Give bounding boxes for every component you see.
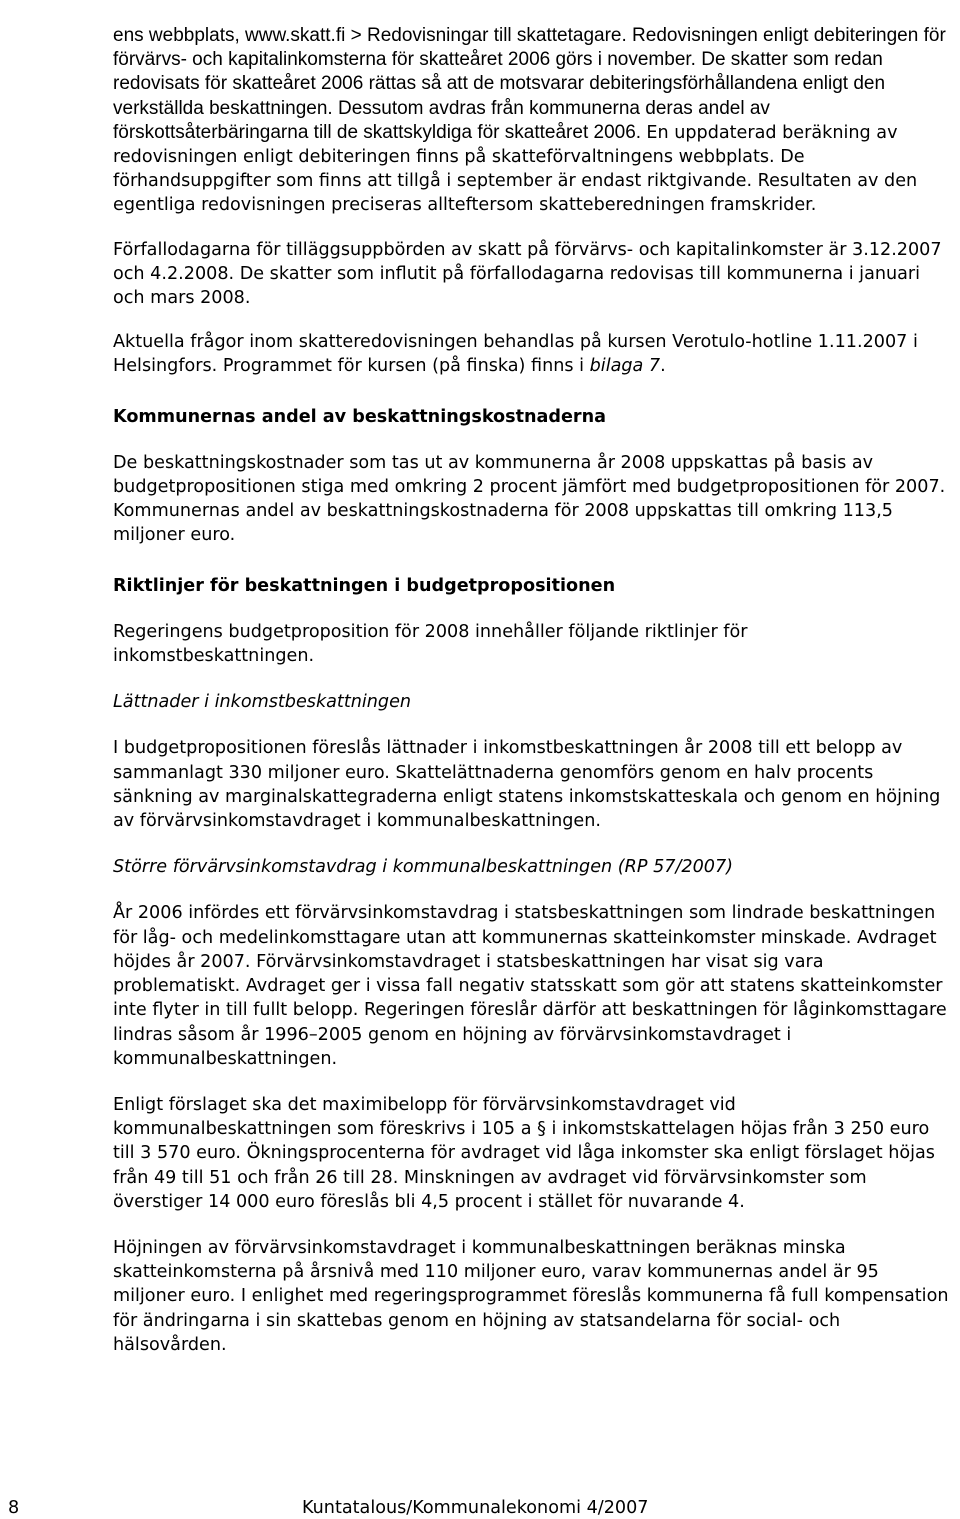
paragraph-redovisning-intro-b: En uppdaterad beräkning av redovisningen enligt debiteringen finns på skatteförvaltningens webbplats. De förhandsuppgifter som finns att tillgå i september är endast riktgivande. Resultaten av den egentliga redovisningen preciseras allteftersom skatteberedningen framskrider. <box>113 122 918 216</box>
paragraph-forvarvsinkomstavdrag-history: År 2006 infördes ett förvärvsinkomstavdrag i statsbeskattningen som lindrade beskattningen för låg- och medelinkomsttagare utan att kommunernas skatteinkomster minskade. Avdraget höjdes år 2007. Förvärvsinkomstavdraget i statsbeskattningen har visat sig vara problematiskt. Avdraget ger i vissa fall negativ statsskatt som gör att statens skatteinkomster inte flyter in till fullt belopp. Regeringen föreslår därför att beskattningen för låginkomsttagare lindras såsom år 1996–2005 genom en höjning av förvärvsinkomstavdraget i kommunalbeskattningen. <box>113 903 947 1069</box>
paragraph-maximibelopp: Enligt förslaget ska det maximibelopp för förvärvsinkomstavdraget vid kommunalbeskattningen som föreskrivs i 105 a § i inkomstskattelagen höjas från 3 250 euro till 3 570 euro. Ökningsprocenterna för avdraget vid låga inkomster ska enligt förslaget höjas från 49 till 51 och från 26 till 28. Minskningen av avdraget vid förvärvsinkomster som överstiger 14 000 euro föreslås bli 4,5 procent i stället för nuvarande 4. <box>113 1094 935 1212</box>
paragraph-verotulo-text: Aktuella frågor inom skatteredovisningen behandlas på kursen Verotulo-hotline 1.11.2007 i Helsingfors. Programmet för kursen (på finska) finns i <box>113 332 918 377</box>
heading-beskattningskostnader: Kommunernas andel av beskattningskostnaderna <box>113 406 607 427</box>
bilaga-reference: bilaga 7 <box>589 356 661 377</box>
subheading-lattnader: Lättnader i inkomstbeskattningen <box>113 692 412 713</box>
paragraph-hojning-effekt: Höjningen av förvärvsinkomstavdraget i kommunalbeskattningen beräknas minska skatteinkomsterna på årsnivå med 110 miljoner euro, varav kommunernas andel är 95 miljoner euro. I enlighet med regeringsprogrammet föreslås kommunerna få full kompensation för ändringarna i sin skattebas genom en höjning av statsandelarna för social- och hälsovården. <box>113 1237 949 1355</box>
paragraph-redovisning-intro-a: ens webbplats, www.skatt.fi > Redovisningar till skattetagare. Redovisningen enligt debiteringen för förvärvs- och kapitalinkomsterna för skatteåret 2006 görs i november. De skatter som redan redovisats för skatteåret 2006 rättas så att de motsvarar debiteringsförhållandena enligt den verkställda beskattningen. Dessutom avdras från kommunerna deras andel av förskottsåterbäringarna till de skattskyldiga för skatteåret 2006. <box>113 25 946 143</box>
paragraph-lattnader: I budgetpropositionen föreslås lättnader i inkomstbeskattningen år 2008 till ett belopp av sammanlagt 330 miljoner euro. Skattelättnaderna genomförs genom en halv procents sänkning av marginalskattegraderna enligt statens inkomstskatteskala och genom en höjning av förvärvsinkomstavdraget i kommunalbeskattningen. <box>113 738 941 832</box>
heading-riktlinjer: Riktlinjer för beskattningen i budgetpropositionen <box>113 575 616 596</box>
paragraph-riktlinjer: Regeringens budgetproposition för 2008 innehåller följande riktlinjer för inkomstbeskattningen. <box>113 621 748 667</box>
page-number: 8 <box>8 1498 20 1518</box>
paragraph-verotulo-hotline <box>113 330 949 378</box>
document-page <box>113 24 949 1357</box>
subheading-forvarvsinkomstavdrag: Större förvärvsinkomstavdrag i kommunalbeskattningen (RP 57/2007) <box>113 857 734 878</box>
paragraph-redovisning-intro <box>113 24 949 218</box>
paragraph-verotulo-end: . <box>660 356 666 377</box>
paragraph-forfallodagar: Förfallodagarna för tilläggsuppbörden av skatt på förvärvs- och kapitalinkomster är 3.12.2007 och 4.2.2008. De skatter som influtit på förfallodagarna redovisas till kommunerna i januari och mars 2008. <box>113 239 942 309</box>
paragraph-beskattningskostnader: De beskattningskostnader som tas ut av kommunerna år 2008 uppskattas på basis av budgetpropositionen stiga med omkring 2 procent jämfört med budgetpropositionen för 2007. Kommunernas andel av beskattningskostnaderna för 2008 uppskattas till omkring 113,5 miljoner euro. <box>113 452 946 546</box>
journal-name: Kuntatalous/Kommunalekonomi 4/2007 <box>302 1498 649 1518</box>
